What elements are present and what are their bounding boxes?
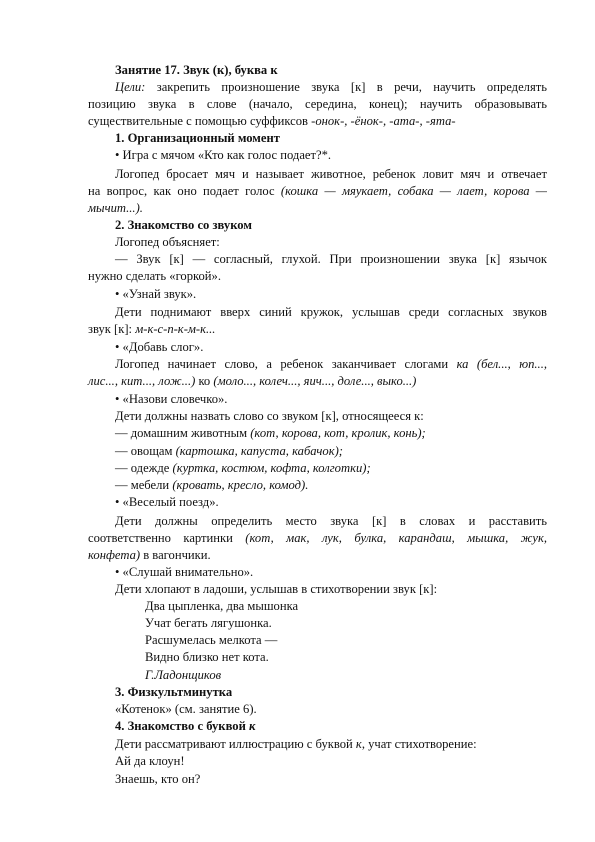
section-2-explains: Логопед объясняет: bbox=[115, 235, 220, 249]
section-2-game-2: • «Добавь слог». bbox=[115, 340, 204, 354]
section-2-text-8: Дети должны определить место звука [к] в словах и расставить bbox=[115, 514, 547, 528]
lesson-title bbox=[0, 62, 595, 78]
section-3-text: «Котенок» (см. занятие 6). bbox=[115, 702, 257, 716]
section-2-game-1: • «Узнай звук». bbox=[115, 287, 197, 301]
goals-line-2: позицию звука в слове (начало, середина, конец); научить образовывать bbox=[88, 97, 547, 111]
goals-line-3: существительные с помощью суффиксов -онок-, -ёнок-, -ата-, -ята- bbox=[88, 114, 456, 128]
goals-label: Цели: bbox=[115, 80, 146, 94]
section-2-text-11: Дети хлопают в ладоши, услышав в стихотворении звук [к]: bbox=[115, 582, 438, 596]
section-2-game-5: • «Слушай внимательно». bbox=[115, 565, 254, 579]
section-2-game-4: • «Веселый поезд». bbox=[115, 495, 219, 509]
section-2-text-3: Дети поднимают вверх синий кружок, услышав среди согласных звуков bbox=[115, 305, 547, 319]
section-1-text-2: на вопрос, как оно подает голос (кошка — мяукает, собака — лает, корова — bbox=[88, 184, 547, 198]
section-2-text-5: Логопед начинает слово, а ребенок заканчивает слогами ка (бел..., юп..., bbox=[115, 357, 547, 371]
poem-author: Г.Ладонщиков bbox=[145, 668, 222, 682]
poem-line: Учат бегать лягушонка. bbox=[145, 616, 272, 630]
section-2-text-10: конфета) в вагончики. bbox=[88, 548, 211, 562]
poem-line: Два цыпленка, два мышонка bbox=[145, 599, 299, 613]
goals-line-1: Цели: закрепить произношение звука [к] в речи, научить определять bbox=[115, 80, 547, 94]
section-2-text-9: соответственно картинки (кот, мак, лук, булка, карандаш, мышка, жук, bbox=[88, 531, 547, 545]
list-item-furniture: — мебели (кровать, кресло, комод). bbox=[115, 478, 309, 492]
section-4-heading: 4. Знакомство с буквой к bbox=[115, 719, 256, 733]
section-2-text-2: нужно сделать «горкой». bbox=[88, 269, 221, 283]
section-1-text-1: Логопед бросает мяч и называет животное, ребенок ловит мяч и отвечает bbox=[115, 167, 547, 181]
section-1-game: • Игра с мячом «Кто как голос подает?*. bbox=[115, 148, 332, 162]
section-3-heading: 3. Физкультминутка bbox=[115, 685, 233, 699]
list-item-vegetables: — овощам (картошка, капуста, кабачок); bbox=[115, 444, 343, 458]
section-2-text-1: — Звук [к] — согласный, глухой. При произношении звука [к] язычок bbox=[115, 252, 547, 266]
section-2-heading: 2. Знакомство со звуком bbox=[115, 218, 252, 232]
section-1-text-3: мычит...). bbox=[88, 201, 143, 215]
section-2-text-6: лис..., кит..., лож...) ко (моло..., колеч..., яич..., доле..., выко...) bbox=[88, 374, 417, 388]
section-1-heading: 1. Организационный момент bbox=[115, 131, 280, 145]
list-item-clothes: — одежде (куртка, костюм, кофта, колготки); bbox=[115, 461, 371, 475]
section-4-text-1: Дети рассматривают иллюстрацию с буквой к, учат стихотворение: bbox=[115, 737, 477, 751]
section-4-text-3: Знаешь, кто он? bbox=[115, 772, 201, 786]
section-2-game-3: • «Назови словечко». bbox=[115, 392, 228, 406]
list-item-animals: — домашним животным (кот, корова, кот, кролик, конь); bbox=[115, 426, 426, 440]
section-2-text-7: Дети должны назвать слово со звуком [к], относящееся к: bbox=[115, 409, 424, 423]
section-4-text-2: Ай да клоун! bbox=[115, 754, 185, 768]
lesson-title-text: Занятие 17. Звук (к), буква к bbox=[115, 63, 278, 77]
poem-line: Расшумелась мелкота — bbox=[145, 633, 278, 647]
section-2-text-4: звук [к]: м-к-с-п-к-м-к... bbox=[88, 322, 216, 336]
poem-line: Видно близко нет кота. bbox=[145, 650, 269, 664]
